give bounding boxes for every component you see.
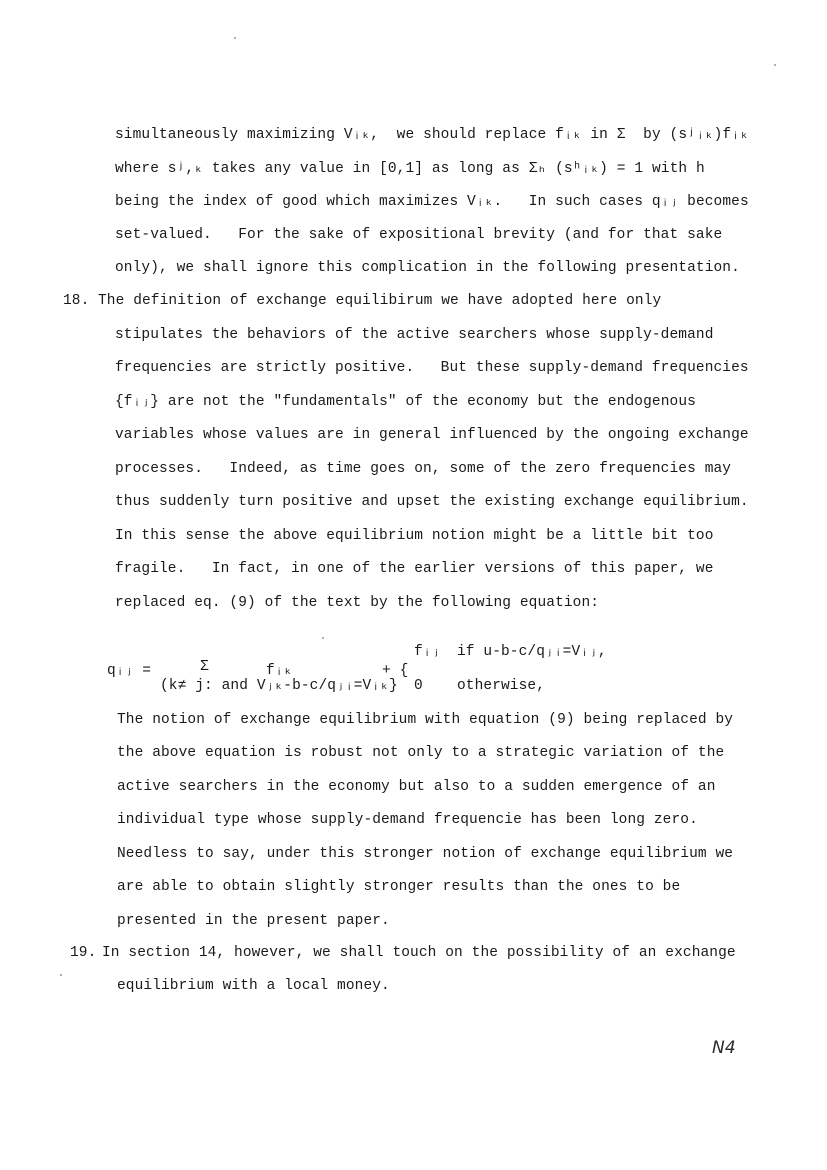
text-line: In this sense the above equilibrium notion might be a little bit too xyxy=(115,528,714,544)
text-line: individual type whose supply-demand frequencie has been long zero. xyxy=(117,812,698,828)
footnote-number: 19. xyxy=(70,945,97,961)
text-line: where sʲ,ₖ takes any value in [0,1] as long as Σₕ (sʰᵢₖ) = 1 with h xyxy=(115,161,705,177)
summation-range: (k≠ j: and Vⱼₖ-b-c/qⱼᵢ=Vᵢₖ} xyxy=(160,678,398,694)
text-line: active searchers in the economy but also to a sudden emergence of an xyxy=(117,779,716,795)
text-line: The notion of exchange equilibrium with equation (9) being replaced by xyxy=(117,712,734,728)
text-line: presented in the present paper. xyxy=(117,913,390,929)
summand: fᵢₖ xyxy=(266,663,293,679)
text-line: In section 14, however, we shall touch on the possibility of an exchange xyxy=(102,945,736,961)
case-one-value: fᵢⱼ xyxy=(414,644,441,660)
summation-symbol: Σ xyxy=(200,659,209,675)
text-line: {fᵢⱼ} are not the "fundamentals" of the economy but the endogenous xyxy=(115,394,696,410)
text-line: only), we shall ignore this complication in the following presentation. xyxy=(115,260,740,276)
text-line: variables whose values are in general influenced by the ongoing exchange xyxy=(115,427,749,443)
text-line: are able to obtain slightly stronger results than the ones to be xyxy=(117,879,681,895)
text-line: Needless to say, under this stronger notion of exchange equilibrium we xyxy=(117,846,734,862)
text-line: fragile. In fact, in one of the earlier versions of this paper, we xyxy=(115,561,714,577)
text-line: thus suddenly turn positive and upset the existing exchange equilibrium. xyxy=(115,494,749,510)
plus-brace: + { xyxy=(382,663,409,679)
footnote-number: 18. xyxy=(63,293,90,309)
text-line: simultaneously maximizing Vᵢₖ, we should replace fᵢₖ in Σ by (sʲᵢₖ)fᵢₖ xyxy=(115,127,749,143)
text-line: stipulates the behaviors of the active searchers whose supply-demand xyxy=(115,327,714,343)
equation-lhs: qᵢⱼ = xyxy=(107,663,152,679)
text-line: the above equation is robust not only to a strategic variation of the xyxy=(117,745,725,761)
case-one-condition: if u-b-c/qⱼᵢ=Vᵢⱼ, xyxy=(457,644,607,660)
text-line: processes. Indeed, as time goes on, some of the zero frequencies may xyxy=(115,461,732,477)
text-line: equilibrium with a local money. xyxy=(117,978,390,994)
text-line: The definition of exchange equilibirum we have adopted here only xyxy=(98,293,662,309)
text-line: being the index of good which maximizes Vᵢₖ. In such cases qᵢⱼ becomes xyxy=(115,194,749,210)
scan-speck xyxy=(234,37,236,39)
scan-speck xyxy=(774,64,776,66)
case-two-value: 0 xyxy=(414,678,423,694)
scan-speck xyxy=(60,974,62,976)
text-line: frequencies are strictly positive. But these supply-demand frequencies xyxy=(115,360,749,376)
scan-speck xyxy=(322,637,324,639)
handwritten-page-mark: N4 xyxy=(712,1038,736,1058)
case-two-condition: otherwise, xyxy=(457,678,546,694)
text-line: replaced eq. (9) of the text by the following equation: xyxy=(115,595,600,611)
text-line: set-valued. For the sake of expositional brevity (and for that sake xyxy=(115,227,723,243)
